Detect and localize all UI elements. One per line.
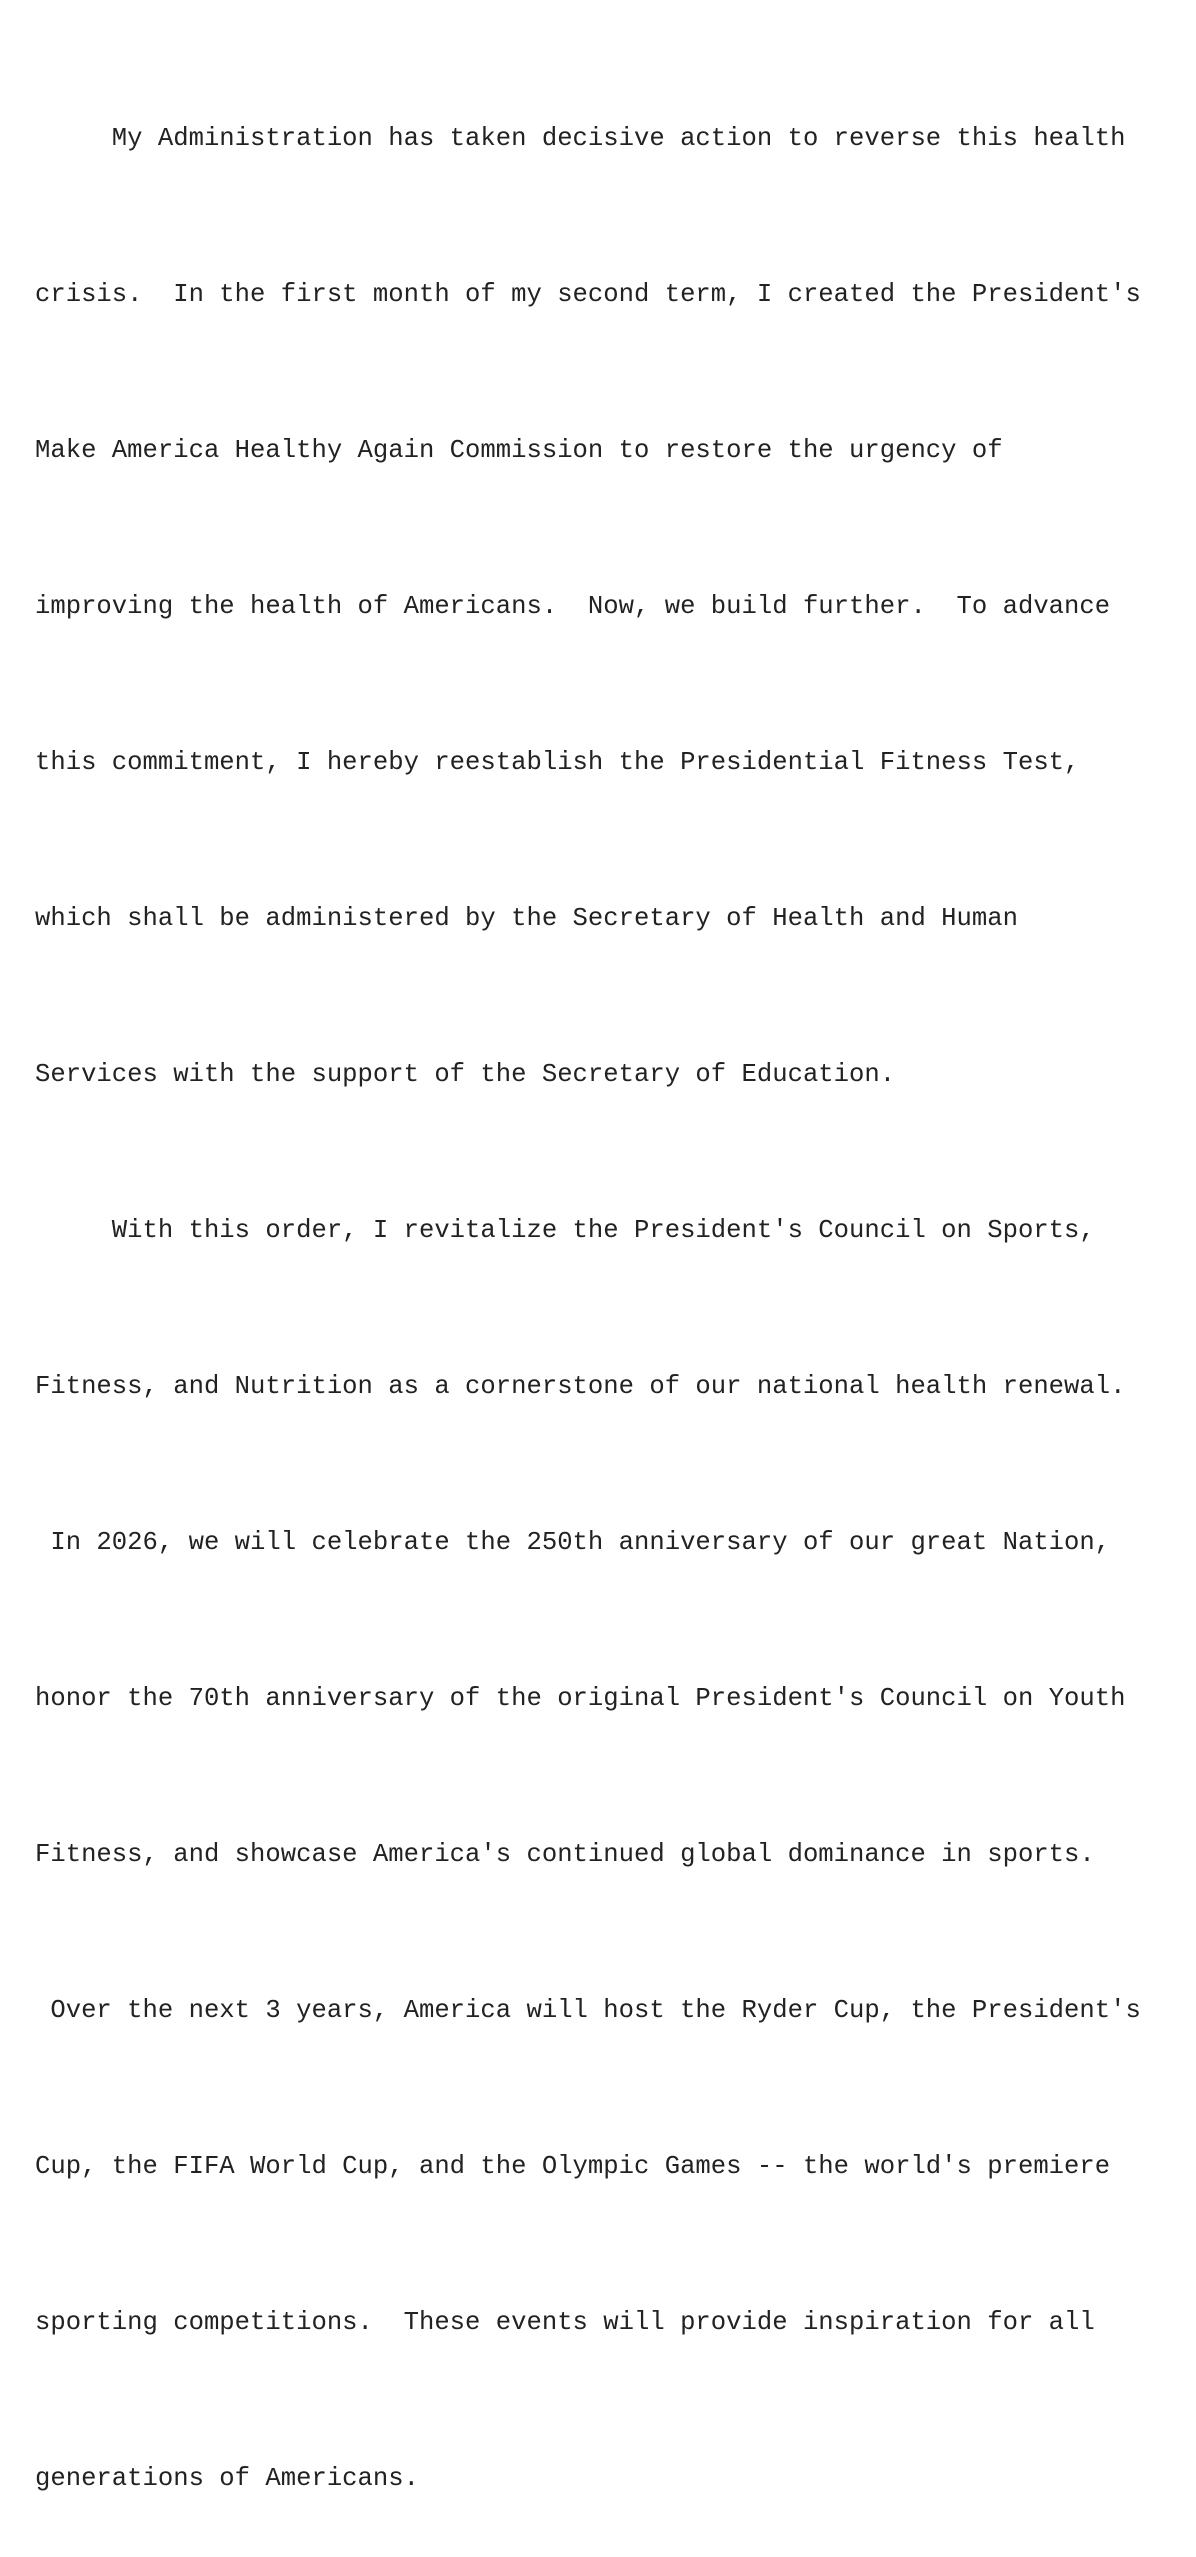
text-line: sporting competitions. These events will provide inspiration for all	[35, 2308, 1095, 2337]
text-line: Fitness, and Nutrition as a cornerstone of our national health renewal.	[35, 1372, 1126, 1401]
text-line: generations of Americans.	[35, 2464, 419, 2493]
document-body	[35, 9, 1185, 2557]
text-line: this commitment, I hereby reestablish the Presidential Fitness Test,	[35, 748, 1080, 777]
text-line: honor the 70th anniversary of the original President's Council on Youth	[35, 1684, 1126, 1713]
text-line: In 2026, we will celebrate the 250th anniversary of our great Nation,	[35, 1528, 1111, 1557]
text-line: Services with the support of the Secretary of Education.	[35, 1060, 896, 1089]
text-line: My Administration has taken decisive action to reverse this health	[35, 124, 1126, 153]
text-line: improving the health of Americans. Now, we build further. To advance	[35, 592, 1111, 621]
text-line: crisis. In the first month of my second term, I created the President's	[35, 280, 1141, 309]
text-line: Over the next 3 years, America will host the Ryder Cup, the President's	[35, 1996, 1141, 2025]
text-line: With this order, I revitalize the President's Council on Sports,	[35, 1216, 1095, 1245]
text-line: Make America Healthy Again Commission to restore the urgency of	[35, 436, 1003, 465]
text-line: Cup, the FIFA World Cup, and the Olympic Games -- the world's premiere	[35, 2152, 1111, 2181]
text-line: which shall be administered by the Secretary of Health and Human	[35, 904, 1018, 933]
text-line: Fitness, and showcase America's continued global dominance in sports.	[35, 1840, 1095, 1869]
